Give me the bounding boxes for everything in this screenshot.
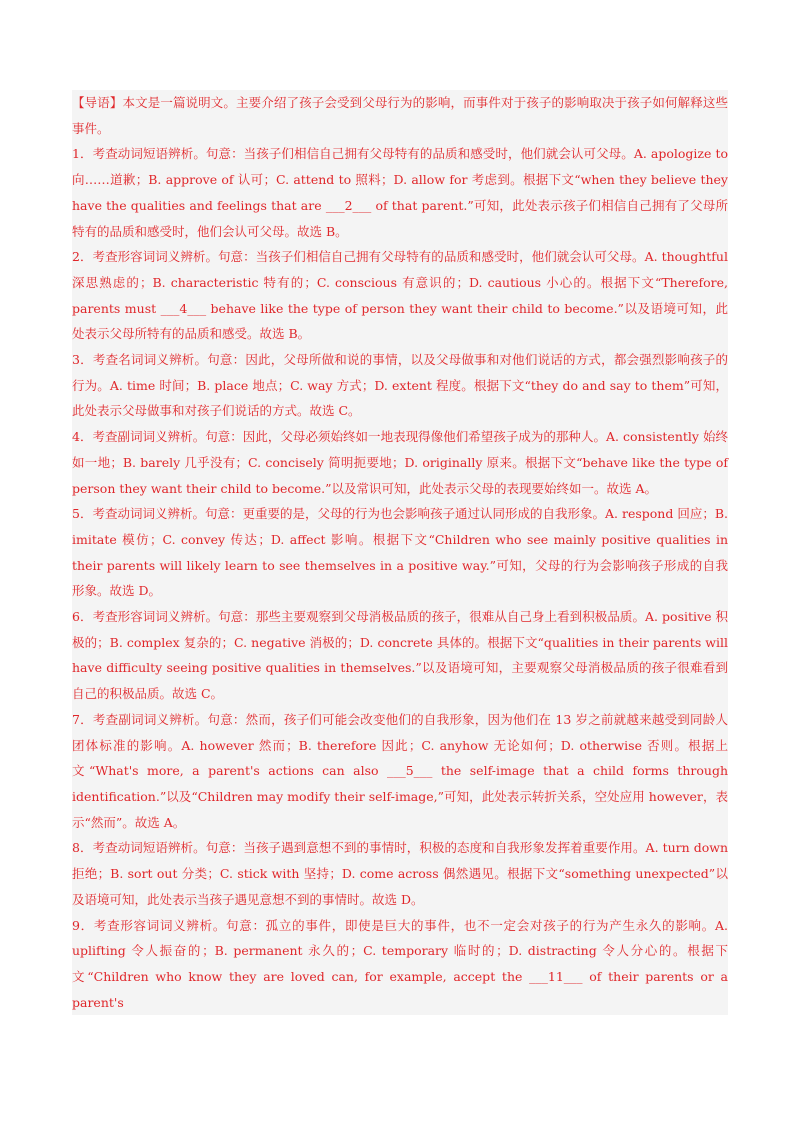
explanation-item-5: 5．考查动词词义辨析。句意：更重要的是，父母的行为也会影响孩子通过认同形成的自我形象。A. respond 回应；B. imitate 模仿；C. convey 传达；D. affect 影响。根据下文“Children who see mainly positive qualities in their parents will likely learn to see themselves in a positive way.”可知，父母的行为会影响孩子形成的自我形象。故选 D。 <box>72 506 728 599</box>
explanation-item-1: 1．考查动词短语辨析。句意：当孩子们相信自己拥有父母特有的品质和感受时，他们就会认可父母。A. apologize to 向……道歉；B. approve of 认可；C. attend to 照料；D. allow for 考虑到。根据下文“when they believe they have the qualities and feelings that are ___2___ of that parent.”可知，此处表示孩子们相信自己拥有了父母所特有的品质和感受时，他们会认可父母。故选 B。 <box>72 146 728 239</box>
explanation-item-3: 3．考查名词词义辨析。句意：因此，父母所做和说的事情，以及父母做事和对他们说话的方式，都会强烈影响孩子的行为。A. time 时间；B. place 地点；C. way 方式；D. extent 程度。根据下文“they do and say to them”可知，此处表示父母做事和对孩子们说话的方式。故选 C。 <box>72 352 728 419</box>
explanation-item-7: 7．考查副词词义辨析。句意：然而，孩子们可能会改变他们的自我形象，因为他们在 13 岁之前就越来越受到同龄人团体标准的影响。A. however 然而；B. therefore 因此；C. anyhow 无论如何；D. otherwise 否则。根据上文“What's more, a parent's actions can also ___5___ the self-image that a child forms through identification.”以及“Children may modify their self-image,”可知，此处表示转折关系，空处应用 however，表示“然而”。故选 A。 <box>72 711 728 830</box>
explanation-item-2: 2．考查形容词词义辨析。句意：当孩子们相信自己拥有父母特有的品质和感受时，他们就会认可父母。A. thoughtful 深思熟虑的；B. characteristic 特有的；C. conscious 有意识的；D. cautious 小心的。根据下文“Therefore, parents must ___4___ behave like the type of person they want their child to become.”以及语境可知，此处表示父母所特有的品质和感受。故选 B。 <box>72 249 728 342</box>
answer-explanation-block <box>72 90 728 1015</box>
explanation-item-6: 6．考查形容词词义辨析。句意：那些主要观察到父母消极品质的孩子，很难从自己身上看到积极品质。A. positive 积极的；B. complex 复杂的；C. negative 消极的；D. concrete 具体的。根据下文“qualities in their parents will have difficulty seeing positive qualities in themselves.”以及语境可知，主要观察父母消极品质的孩子很难看到自己的积极品质。故选 C。 <box>72 609 728 702</box>
explanation-item-9: 9．考查形容词词义辨析。句意：孤立的事件，即使是巨大的事件，也不一定会对孩子的行为产生永久的影响。A. uplifting 令人振奋的；B. permanent 永久的；C. temporary 临时的；D. distracting 令人分心的。根据下文“Children who know they are loved can, for example, accept the ___11___ of their parents or a parent's <box>72 917 728 1010</box>
intro-paragraph: 【导语】本文是一篇说明文。主要介绍了孩子会受到父母行为的影响，而事件对于孩子的影响取决于孩子如何解释这些事件。 <box>72 95 728 136</box>
explanation-item-8: 8．考查动词短语辨析。句意：当孩子遇到意想不到的事情时，积极的态度和自我形象发挥着重要作用。A. turn down 拒绝；B. sort out 分类；C. stick with 坚持；D. come across 偶然遇见。根据下文“something unexpected”以及语境可知，此处表示当孩子遇见意想不到的事情时。故选 D。 <box>72 840 728 907</box>
explanation-item-4: 4．考查副词词义辨析。句意：因此，父母必须始终如一地表现得像他们希望孩子成为的那种人。A. consistently 始终如一地；B. barely 几乎没有；C. concisely 简明扼要地；D. originally 原来。根据下文“behave like the type of person they want their child to become.”以及常识可知，此处表示父母的表现要始终如一。故选 A。 <box>72 429 728 496</box>
